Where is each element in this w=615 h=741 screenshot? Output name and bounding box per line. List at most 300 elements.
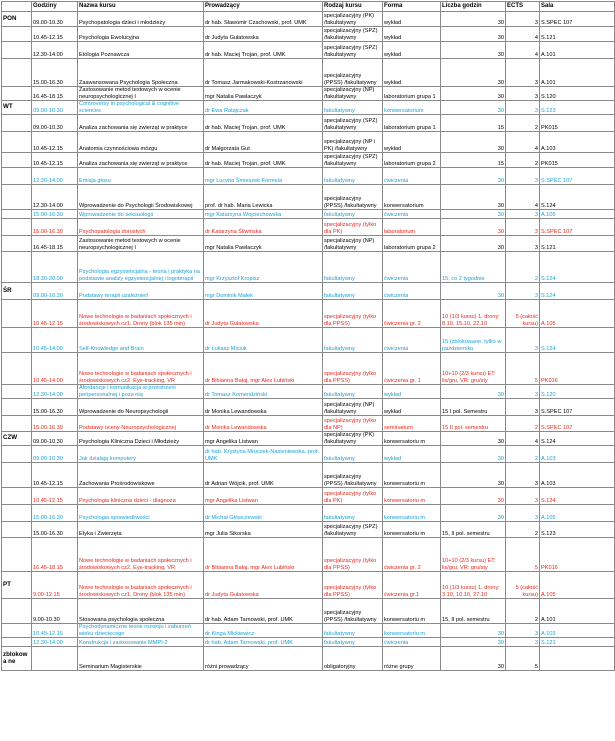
form-cell: wykład <box>383 12 441 27</box>
course-type-cell: specjalizacyjny (tylko dla PK) <box>323 219 383 236</box>
room-cell: A.103 <box>540 624 615 638</box>
day-cell <box>2 87 32 101</box>
header-ects: ECTS <box>506 2 540 12</box>
teacher-cell: dr hab. Maciej Trojan, prof. UMK <box>204 115 323 132</box>
ects-cell: 3 <box>506 168 540 185</box>
day-cell <box>2 59 32 87</box>
ects-cell: 4 <box>506 27 540 42</box>
teacher-cell: mgr Julia Sikorska <box>204 522 323 538</box>
table-row <box>2 153 615 168</box>
form-cell: konwersatorium <box>383 185 441 210</box>
course-type-cell: specjalizacyjny (SPZ) /fakultatywny <box>323 42 383 59</box>
ects-cell: 5 (całość kursu) <box>506 300 540 328</box>
form-cell: wykład <box>383 132 441 153</box>
teacher-cell: dr Małgorzata Gut <box>204 132 323 153</box>
room-cell: A.105 <box>540 505 615 522</box>
time-cell: 12.30-14.00 <box>32 385 78 399</box>
ects-cell: 3 <box>506 87 540 101</box>
room-cell: S.124 <box>540 432 615 446</box>
time-cell: 10.45-12.15 <box>32 132 78 153</box>
course-type-cell: specjalizacyjny (tylko dla PPSS) <box>323 572 383 599</box>
ects-cell: 3 <box>506 219 540 236</box>
course-type-cell: specjalizacyjny (NP i PK) /fakultatywny <box>323 132 383 153</box>
course-name-cell: Konstrukcja i zastosowanie MMPI-2 <box>78 638 204 647</box>
hours-cell: 30 <box>441 27 506 42</box>
teacher-cell: dr hab. Adam Tarnowski, prof. UMK <box>204 638 323 647</box>
day-cell: PT <box>2 572 32 599</box>
hours-cell: 30 <box>441 12 506 27</box>
form-cell: wykład <box>383 385 441 399</box>
course-type-cell: obligatoryjny <box>323 647 383 671</box>
table-row <box>2 283 615 300</box>
time-cell: 16.45-18.15 <box>32 236 78 252</box>
time-cell: 09.00-10.30 <box>32 12 78 27</box>
hours-cell: 15 I pol. Semestru <box>441 399 506 416</box>
time-cell: 9.00-10.30 <box>32 599 78 624</box>
table-row <box>2 101 615 115</box>
course-type-cell: specjalizacyjny (PK) /fakultatywny <box>323 432 383 446</box>
day-cell <box>2 385 32 399</box>
header-sala: Sala <box>540 2 615 12</box>
course-type-cell: fakultatywny <box>323 385 383 399</box>
course-type-cell: specjalizacyjny (SPZ) /fakultatywny <box>323 153 383 168</box>
table-row <box>2 432 615 446</box>
course-type-cell: fakultatywny <box>323 638 383 647</box>
ects-cell: 3 <box>506 463 540 488</box>
form-cell: laboratorium grupa 2 <box>383 153 441 168</box>
ects-cell: 3 <box>506 399 540 416</box>
day-cell: PON <box>2 12 32 27</box>
form-cell: wykład <box>383 27 441 42</box>
teacher-cell: dr Łukasz Miciuk <box>204 328 323 353</box>
form-cell: ćwiczenia gr. 1 <box>383 353 441 385</box>
course-type-cell: fakultatywny <box>323 624 383 638</box>
time-cell: 10.45-12.15 <box>32 463 78 488</box>
time-cell: 10.45-12.15 <box>32 300 78 328</box>
table-row <box>2 416 615 432</box>
course-name-cell: Podstawy terapii uzależnień <box>78 283 204 300</box>
course-type-cell: fakultatywny <box>323 328 383 353</box>
course-type-cell: specjalizacyjny (PPSS) /fakultatywny <box>323 59 383 87</box>
hours-cell: 15, II pol. semestru <box>441 599 506 624</box>
hours-cell: 30 <box>441 624 506 638</box>
room-cell: S.SPEC 107 <box>540 219 615 236</box>
form-cell: wykład <box>383 399 441 416</box>
hours-cell: 30 <box>441 432 506 446</box>
form-cell: konwersatoriu m <box>383 624 441 638</box>
course-type-cell: specjalizacyjny (tylko dla NP) <box>323 416 383 432</box>
day-cell <box>2 328 32 353</box>
hours-cell: 10+10 (2/3 kursu) ET: lis/gru, VR: gru/sty <box>441 538 506 572</box>
hours-cell: 15, co 2 tygodnie <box>441 252 506 283</box>
ects-cell: 2 <box>506 599 540 624</box>
course-name-cell: Nowe technologie w badaniach społecznych i środowiskowych cz1. Drony (blok 135 min) <box>78 300 204 328</box>
form-cell: wykład <box>383 42 441 59</box>
table-row <box>2 463 615 488</box>
course-name-cell: Nowe technologie w badaniach społecznych i środowiskowych cz2. Eye-tracking, VR <box>78 353 204 385</box>
teacher-cell: dr Judyta Gułatowska <box>204 300 323 328</box>
teacher-cell: dr Judyta Gułatowska <box>204 27 323 42</box>
ects-cell: 5 (całość kursu) <box>506 572 540 599</box>
course-name-cell: Etyka i Zwierzęta <box>78 522 204 538</box>
teacher-cell: dr Judyta Gułatowska <box>204 572 323 599</box>
teacher-cell: dr Monika Lewandowska <box>204 416 323 432</box>
form-cell: laboratorium <box>383 219 441 236</box>
table-row <box>2 27 615 42</box>
time-cell: 15.00-16.30 <box>32 219 78 236</box>
course-type-cell: specjalizacyjny (PPSS) /fakultatywny <box>323 599 383 624</box>
hours-cell: 30 <box>441 185 506 210</box>
day-cell: ŚR <box>2 283 32 300</box>
day-cell <box>2 210 32 219</box>
ects-cell: 2 <box>506 153 540 168</box>
hours-cell: 30 <box>441 219 506 236</box>
day-cell <box>2 463 32 488</box>
day-cell <box>2 236 32 252</box>
header-forma: Forma <box>383 2 441 12</box>
table-row <box>2 42 615 59</box>
room-cell: S.120 <box>540 87 615 101</box>
teacher-cell: dr Monika Lewandowska <box>204 399 323 416</box>
time-cell: 09.00-10.30 <box>32 115 78 132</box>
course-name-cell: Psychopatologia dzieci i młodzieży <box>78 12 204 27</box>
day-cell <box>2 353 32 385</box>
day-cell <box>2 446 32 463</box>
time-cell: 15.00-16.30 <box>32 399 78 416</box>
room-cell: A.103 <box>540 132 615 153</box>
hours-cell: 30 <box>441 638 506 647</box>
ects-cell: 4 <box>506 432 540 446</box>
form-cell: konwersatoriu m <box>383 599 441 624</box>
teacher-cell: dr hab. Maciej Trojan, prof. UMK <box>204 42 323 59</box>
form-cell: ćwiczenia gr. 2 <box>383 300 441 328</box>
time-cell: 16.45-18.15 <box>32 538 78 572</box>
room-cell <box>540 647 615 671</box>
teacher-cell: dr Kinga Mickiewicz <box>204 624 323 638</box>
course-name-cell: Jak działają komputery <box>78 446 204 463</box>
table-row <box>2 132 615 153</box>
course-name-cell: Psychologia Ewolucyjna <box>78 27 204 42</box>
form-cell: konwersatoriu m <box>383 432 441 446</box>
room-cell: A.103 <box>540 463 615 488</box>
teacher-cell: dr Bibianna Bałaj, mgr Alex Lubiński <box>204 353 323 385</box>
form-cell: ćwiczenia <box>383 252 441 283</box>
teacher-cell: dr Tomasz Komendziński <box>204 385 323 399</box>
time-cell: 15.00-16.30 <box>32 416 78 432</box>
ects-cell: 3 <box>506 210 540 219</box>
header-godziny: Godziny <box>32 2 78 12</box>
course-type-cell: specjalizacyjny (SPZ) /fakultatywny <box>323 27 383 42</box>
header-nazwa-kursu: Nazwa kursu <box>78 2 204 12</box>
form-cell: konwersatoriu m <box>383 488 441 505</box>
hours-cell: 30 <box>441 283 506 300</box>
course-type-cell: specjalizacyjny (tylko dla PPSS) <box>323 353 383 385</box>
hours-cell: 30 <box>441 647 506 671</box>
header-day <box>2 2 32 12</box>
teacher-cell: dr Katarzyna Śliwińska <box>204 219 323 236</box>
course-name-cell: Analiza zachowania się zwierząt w praktyce <box>78 115 204 132</box>
form-cell: konwersatoriu m <box>383 463 441 488</box>
day-cell <box>2 538 32 572</box>
day-cell <box>2 488 32 505</box>
table-row <box>2 599 615 624</box>
table-row <box>2 624 615 638</box>
course-type-cell: specjalizacyjny (NP) /fakultatywny <box>323 236 383 252</box>
time-cell: 10.45-14.00 <box>32 328 78 353</box>
day-cell: WT <box>2 101 32 115</box>
teacher-cell: dr hab. Adam Tarnowski, prof. UMK <box>204 599 323 624</box>
course-name-cell: Zastosowanie metod testowych w ocenie neuropsychologicznej I <box>78 236 204 252</box>
ects-cell: 3 <box>506 638 540 647</box>
ects-cell: 3 <box>506 236 540 252</box>
time-cell: 09.00-10.30 <box>32 101 78 115</box>
form-cell: ćwiczenia <box>383 283 441 300</box>
table-row <box>2 210 615 219</box>
time-cell: 09.00-10.30 <box>32 446 78 463</box>
table-row <box>2 353 615 385</box>
time-cell: 12.30-14.00 <box>32 185 78 210</box>
room-cell: S.SPEC 107 <box>540 168 615 185</box>
course-name-cell: Emisja głosu <box>78 168 204 185</box>
course-type-cell: fakultatywny <box>323 446 383 463</box>
hours-cell: 15 <box>441 115 506 132</box>
time-cell: 10.45-12.15 <box>32 488 78 505</box>
course-name-cell: Psychologia sprawiedliwości <box>78 505 204 522</box>
room-cell: PK015 <box>540 115 615 132</box>
course-name-cell: Afordancje i komunikacja w przestrzeni peripersonalnej i poza nią <box>78 385 204 399</box>
time-cell: 15.00-16.30 <box>32 522 78 538</box>
ects-cell: 5 <box>506 538 540 572</box>
table-row <box>2 505 615 522</box>
time-cell: 15.00-16.30 <box>32 505 78 522</box>
course-type-cell: specjalizacyjny (PK) /fakultatywny <box>323 12 383 27</box>
teacher-cell: dr hab. Krystyna Mruczek-Nasieniewska, prof. UMK <box>204 446 323 463</box>
hours-cell: 30 <box>441 87 506 101</box>
course-type-cell: specjalizacyjny (SPZ) /fakultatywny <box>323 522 383 538</box>
header-rodzaj-kursu: Rodzaj kursu <box>323 2 383 12</box>
teacher-cell: dr Adrian Wójcik, prof. UMK <box>204 463 323 488</box>
day-cell <box>2 252 32 283</box>
room-cell: S.SPEC 107 <box>540 12 615 27</box>
table-row <box>2 185 615 210</box>
table-row <box>2 236 615 252</box>
table-row <box>2 168 615 185</box>
room-cell: S.SPEC 107 <box>540 416 615 432</box>
course-type-cell: specjalizacyjny (NP) /fakultatywny <box>323 87 383 101</box>
room-cell: A.101 <box>540 42 615 59</box>
form-cell: laboratorium grupa 1 <box>383 115 441 132</box>
ects-cell: 4 <box>506 132 540 153</box>
room-cell: A.105 <box>540 210 615 219</box>
day-cell <box>2 300 32 328</box>
ects-cell: 2 <box>506 115 540 132</box>
header-prowadzacy: Prowadzący <box>204 2 323 12</box>
room-cell: S.123 <box>540 522 615 538</box>
room-cell: S.124 <box>540 488 615 505</box>
room-cell: S.121 <box>540 638 615 647</box>
ects-cell: 5 <box>506 647 540 671</box>
table-row <box>2 572 615 599</box>
day-cell <box>2 132 32 153</box>
course-name-cell: Wprowadzenie do seksuologii <box>78 210 204 219</box>
day-cell <box>2 168 32 185</box>
table-body <box>2 12 615 671</box>
teacher-cell: mgr Natalia Pawlaczyk <box>204 236 323 252</box>
room-cell: S.123 <box>540 101 615 115</box>
time-cell: 09.00-10.30 <box>32 432 78 446</box>
ects-cell: 3 <box>506 283 540 300</box>
time-cell: 10.45-12.15 <box>32 624 78 638</box>
time-cell: 15.00-16.30 <box>32 59 78 87</box>
course-name-cell: Nowe technologie w badaniach społecznych i środowiskowych cz2. Eye-tracking, VR <box>78 538 204 572</box>
form-cell: ćwiczenia <box>383 168 441 185</box>
hours-cell: 30 <box>441 236 506 252</box>
day-cell <box>2 638 32 647</box>
header-liczba-godzin: Liczba godzin <box>441 2 506 12</box>
form-cell: seminarium <box>383 416 441 432</box>
day-cell <box>2 505 32 522</box>
teacher-cell: dr Michał Główczewski <box>204 505 323 522</box>
table-row <box>2 385 615 399</box>
table-row <box>2 538 615 572</box>
day-cell <box>2 185 32 210</box>
hours-cell: 10 (1/3 kursu) 1. drony: 8.10, 15.10, 22.10 <box>441 300 506 328</box>
table-row <box>2 446 615 463</box>
room-cell: A.105 <box>540 572 615 599</box>
ects-cell: 4 <box>506 185 540 210</box>
ects-cell: 3 <box>506 488 540 505</box>
course-name-cell: Wprowadzenie do Neuropsychologii <box>78 399 204 416</box>
hours-cell: 30 <box>441 446 506 463</box>
form-cell: ćwiczenia <box>383 210 441 219</box>
day-cell <box>2 219 32 236</box>
hours-cell: 30 <box>441 59 506 87</box>
teacher-cell: dr Tomasz Jarmakowski-Kostrzanowski <box>204 59 323 87</box>
course-name-cell: Zastosowanie metod testowych w ocenie neuropsychologicznej I <box>78 87 204 101</box>
course-name-cell: Analiza zachowania się zwierząt w praktyce <box>78 153 204 168</box>
course-name-cell: Nowe technologie w badaniach społecznych i środowiskowych cz1. Drony (blok 135 min) <box>78 572 204 599</box>
table-row <box>2 647 615 671</box>
time-cell: 12.30-14.00 <box>32 42 78 59</box>
course-type-cell: specjalizacyjny (tylko dla PPSS) <box>323 300 383 328</box>
room-cell: S.124 <box>540 252 615 283</box>
hours-cell: 30 <box>441 210 506 219</box>
ects-cell: 5 <box>506 353 540 385</box>
teacher-cell: dr hab. Sławomir Czachowski, prof. UMK <box>204 12 323 27</box>
room-cell: S.120 <box>540 385 615 399</box>
course-name-cell: Psychologia egzystencjalna - teoria i praktyka na podstawie analizy egzystencjalnej i logoterapii <box>78 252 204 283</box>
hours-cell: 30 <box>441 488 506 505</box>
room-cell: S.124 <box>540 283 615 300</box>
course-name-cell: Zachowania Prośrodowiskowe <box>78 463 204 488</box>
room-cell: A.105 <box>540 300 615 328</box>
hours-cell: 30 <box>441 505 506 522</box>
room-cell: PK016 <box>540 353 615 385</box>
day-cell <box>2 153 32 168</box>
course-name-cell: Anatomia czynnościowa mózgu <box>78 132 204 153</box>
ects-cell: 3 <box>506 505 540 522</box>
course-type-cell: fakultatywny <box>323 168 383 185</box>
time-cell: 16.45-18.15 <box>32 87 78 101</box>
schedule-table <box>1 1 615 671</box>
hours-cell: 15 (zblokowane, tylko w październiku <box>441 328 506 353</box>
form-cell: konwersatoriu m <box>383 522 441 538</box>
teacher-cell: mgr Krzysztof Kropisz <box>204 252 323 283</box>
hours-cell: 30 <box>441 463 506 488</box>
room-cell: PK016 <box>540 538 615 572</box>
course-type-cell: fakultatywny <box>323 505 383 522</box>
course-name-cell: Psychologia kliniczna dzieci - diagnoza <box>78 488 204 505</box>
table-row <box>2 638 615 647</box>
course-name-cell: Seminarium Magisterskie <box>78 647 204 671</box>
course-name-cell: Podstawy oceny Neuropsychologicznej <box>78 416 204 432</box>
table-row <box>2 399 615 416</box>
course-name-cell: Psychologia Kliniczna Dzieci i Młodzieży <box>78 432 204 446</box>
table-row <box>2 488 615 505</box>
room-cell: S.124 <box>540 328 615 353</box>
time-cell: 10.45-12.15 <box>32 153 78 168</box>
ects-cell: 2 <box>506 416 540 432</box>
ects-cell: 3 <box>506 624 540 638</box>
course-type-cell: specjalizacyjny (SPZ) /fakultatywny <box>323 115 383 132</box>
table-row <box>2 59 615 87</box>
form-cell: konwersatoriu m <box>383 505 441 522</box>
room-cell: PK015 <box>540 153 615 168</box>
ects-cell: 4 <box>506 42 540 59</box>
ects-cell: 2 <box>506 522 540 538</box>
form-cell: ćwiczenia <box>383 328 441 353</box>
form-cell: konwersatorium <box>383 101 441 115</box>
teacher-cell: mgr Dominik Małek <box>204 283 323 300</box>
form-cell: laboratorium grupa 2 <box>383 236 441 252</box>
day-cell <box>2 624 32 638</box>
hours-cell: 15 II pol. semestru <box>441 416 506 432</box>
teacher-cell: dr Bibianna Bałaj, mgr Alex Lubiński <box>204 538 323 572</box>
course-type-cell: fakultatywny <box>323 252 383 283</box>
ects-cell: 2 <box>506 252 540 283</box>
course-type-cell: fakultatywny <box>323 210 383 219</box>
table-row <box>2 252 615 283</box>
header-row <box>2 2 615 12</box>
day-cell <box>2 599 32 624</box>
ects-cell: 3 <box>506 12 540 27</box>
course-type-cell: specjalizacyjny (NP) /fakultatywny <box>323 399 383 416</box>
time-cell: 10.45-14.00 <box>32 353 78 385</box>
course-name-cell: Stosowana psychologia społeczna <box>78 599 204 624</box>
teacher-cell: mgr Lucyna Śmieszek Formela <box>204 168 323 185</box>
table-row <box>2 115 615 132</box>
ects-cell: 3 <box>506 59 540 87</box>
time-cell: 12.30-14.00 <box>32 168 78 185</box>
hours-cell: 15, II pol. semestru <box>441 522 506 538</box>
room-cell: S.SPEC 107 <box>540 399 615 416</box>
course-type-cell: specjalizacyjny (PPSS) /fakultatywny <box>323 185 383 210</box>
time-cell: 12.30-14.00 <box>32 638 78 647</box>
day-cell: CZW <box>2 432 32 446</box>
teacher-cell: prof. dr hab. Maria Lewicka <box>204 185 323 210</box>
hours-cell: 30 <box>441 42 506 59</box>
day-cell <box>2 399 32 416</box>
course-name-cell: Self-Knowledge and Brain <box>78 328 204 353</box>
table-row <box>2 87 615 101</box>
day-cell <box>2 42 32 59</box>
course-type-cell: specjalizacyjny (tylko dla PPSS) <box>323 538 383 572</box>
form-cell: laboratorium grupa 1 <box>383 87 441 101</box>
ects-cell: 3 <box>506 328 540 353</box>
time-cell: 15.00-16.30 <box>32 210 78 219</box>
table-row <box>2 12 615 27</box>
course-name-cell: Wprowadzenie do Psychologii Środowiskowej <box>78 185 204 210</box>
